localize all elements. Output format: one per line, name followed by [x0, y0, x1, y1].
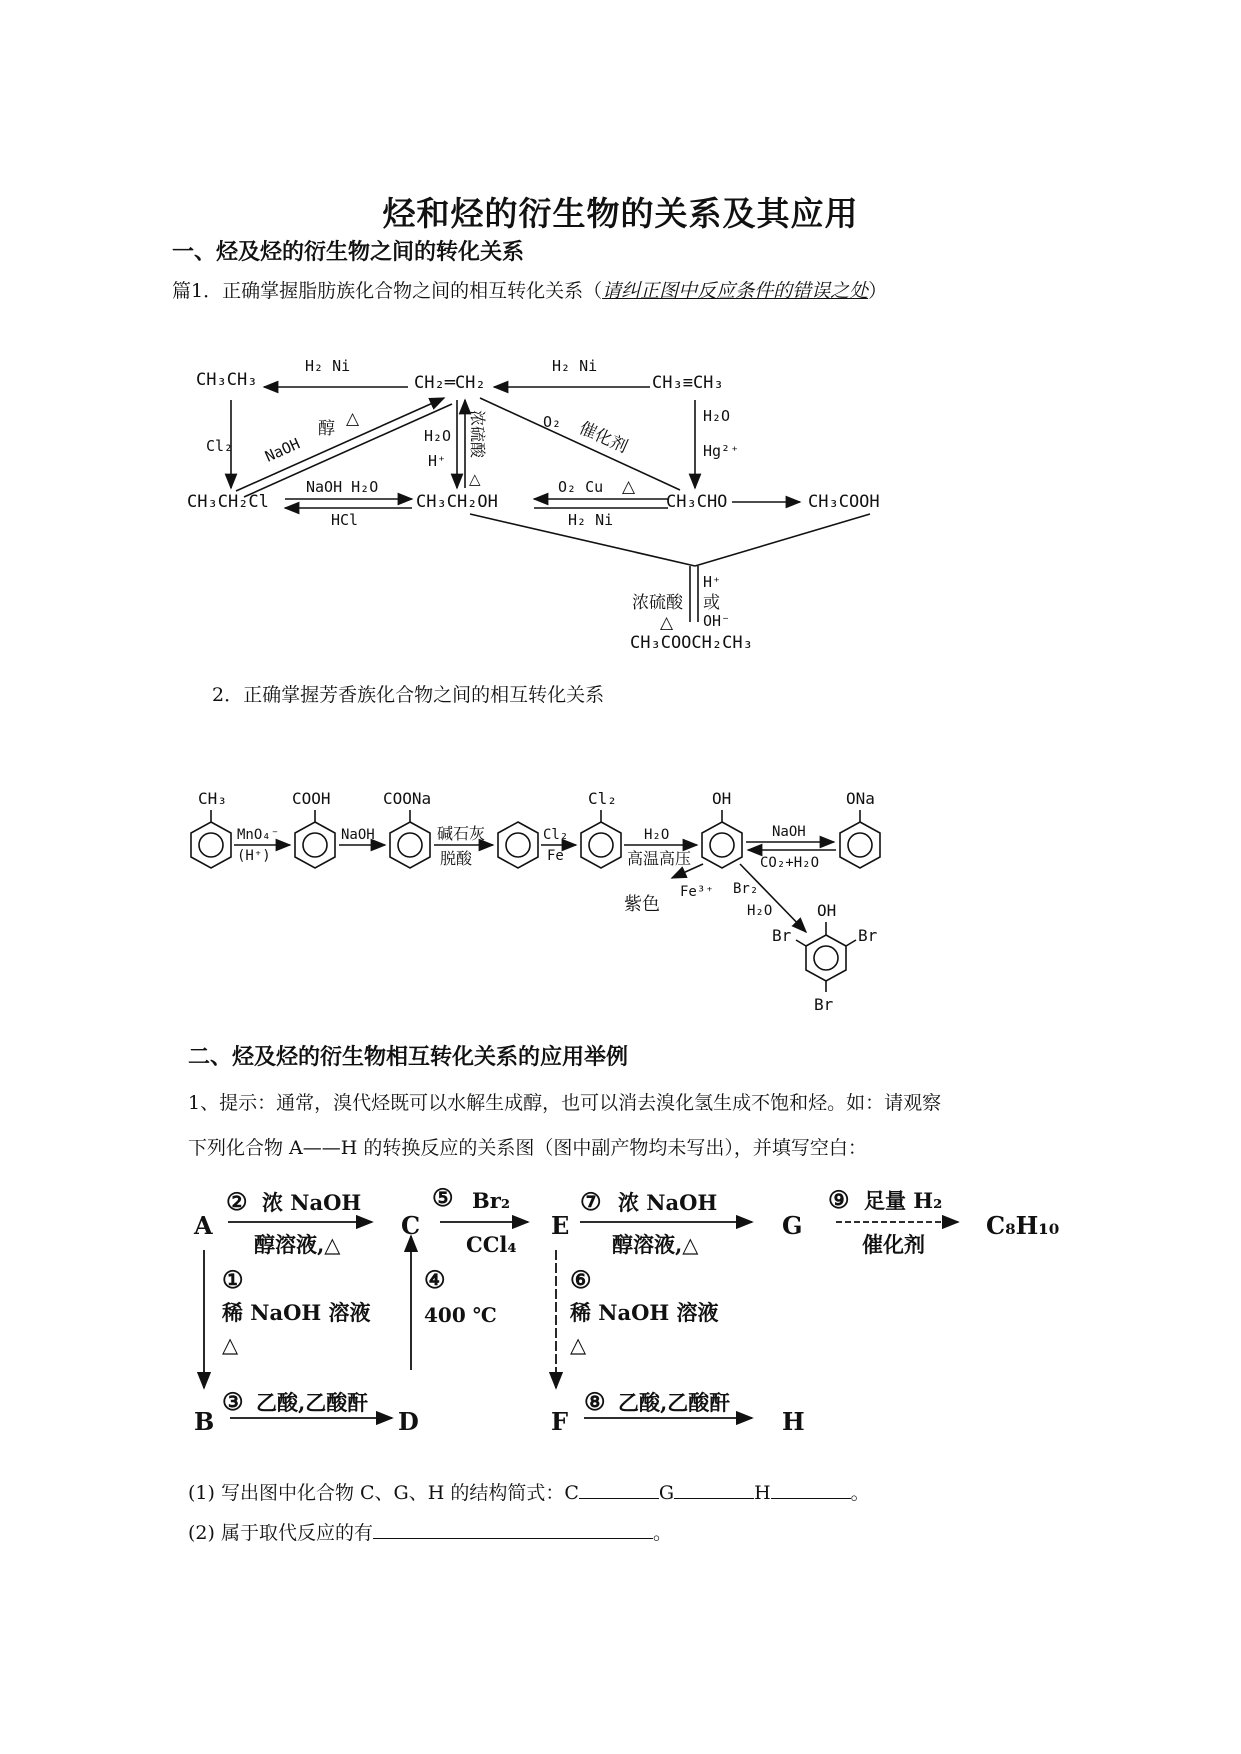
label-br-left: Br	[772, 926, 792, 945]
cond-or: 或	[703, 593, 720, 613]
cond-catalyst-2: 催化剂	[862, 1232, 925, 1257]
compound-b: B	[194, 1407, 215, 1436]
cond-delta-b: △	[570, 1332, 587, 1357]
cond-excess-h2: 足量 H₂	[864, 1188, 943, 1213]
item1-suffix: ）	[868, 280, 888, 302]
q2-end: 。	[652, 1522, 672, 1544]
label-coona: COONa	[383, 789, 432, 808]
compound-e: E	[551, 1211, 570, 1240]
q1-g-label: G	[658, 1482, 675, 1504]
compound-c: C	[401, 1211, 421, 1240]
cond-cl2: Cl₂	[543, 827, 569, 843]
step-6: ⑥	[570, 1265, 592, 1294]
cond-mno4: MnO₄⁻	[237, 827, 280, 843]
cond-alcohol: 醇	[318, 419, 335, 439]
step-9: ⑨	[828, 1185, 850, 1214]
cond-fe: Fe	[547, 848, 564, 864]
compound-f: F	[551, 1407, 569, 1436]
q1-h-label: H	[754, 1482, 771, 1504]
ring-toluene	[191, 822, 231, 868]
cond-naoh-2: NaOH	[772, 824, 806, 840]
q2-text: (2) 属于取代反应的有	[188, 1522, 373, 1544]
cond-naoh-diag: NaOH	[262, 434, 303, 466]
acetaldehyde: CH₃CHO	[666, 492, 728, 512]
cond-h2o-1: H₂O	[644, 827, 670, 843]
label-oh-2: OH	[817, 901, 837, 920]
result-purple: 紫色	[624, 894, 660, 915]
item1-note: 请纠正图中反应条件的错误之处	[602, 280, 869, 302]
ethane: CH₃CH₃	[196, 370, 258, 390]
page-title: 烃和烃的衍生物的关系及其应用	[382, 194, 859, 233]
cond-delta-4: △	[660, 613, 674, 633]
cond-dilute-naoh-1: 稀 NaOH 溶液	[222, 1300, 371, 1325]
cond-alc-sol-2: 醇溶液,△	[612, 1232, 699, 1257]
cond-o2-1: O₂	[543, 413, 562, 431]
label-cooh: COOH	[292, 789, 331, 808]
section1-item2: 2．正确掌握芳香族化合物之间的相互转化关系	[212, 684, 605, 706]
question-2	[188, 1518, 672, 1545]
section2-hint-line2: 下列化合物 A——H 的转换反应的关系图（图中副产物均未写出），并填写空白：	[188, 1137, 867, 1159]
ring-phenol	[702, 822, 742, 868]
compound-d: D	[398, 1407, 419, 1436]
cond-delta-3: △	[622, 477, 636, 497]
compound-g: G	[782, 1211, 803, 1240]
question-1	[188, 1478, 870, 1505]
cond-soda-lime: 碱石灰	[437, 824, 486, 843]
cond-acetic-2: 乙酸,乙酸酐	[618, 1390, 731, 1415]
cond-hplus-2: H⁺	[703, 573, 722, 591]
q1-end: 。	[850, 1482, 870, 1504]
cond-cl2: Cl₂	[206, 437, 234, 455]
compound-h: H	[782, 1407, 805, 1436]
cond-naoh-h2o: NaOH H₂O	[306, 478, 379, 496]
cond-high-tp: 高温高压	[627, 849, 692, 868]
aliphatic-diagram	[0, 0, 1241, 660]
label-oh: OH	[712, 789, 732, 808]
cond-br2: Br₂	[733, 881, 759, 897]
cond-h2-ni-3: H₂ Ni	[568, 511, 614, 529]
q1-c-blank[interactable]	[579, 1480, 659, 1499]
label-br-right: Br	[858, 926, 878, 945]
section1-heading: 一、烃及烃的衍生物之间的转化关系	[172, 240, 525, 265]
ring-benzene	[498, 822, 538, 868]
cond-alc-sol-1: 醇溶液,△	[254, 1232, 341, 1257]
cond-decarboxylation: 脱酸	[440, 849, 473, 868]
acetic-acid: CH₃COOH	[808, 492, 880, 512]
cond-ccl4: CCl₄	[466, 1232, 517, 1257]
section2-hint-line1: 1、提示：通常，溴代烃既可以水解生成醇，也可以消去溴化氢生成不饱和烃。如：请观察	[188, 1092, 942, 1114]
product-c8h10: C₈H₁₀	[986, 1211, 1060, 1240]
ring-sodium-phenoxide	[840, 822, 880, 868]
item1-prefix: 篇1．正确掌握脂肪族化合物之间的相互转化关系（	[172, 280, 603, 302]
cond-hplus: (H⁺)	[237, 848, 271, 864]
q1-g-blank[interactable]	[674, 1480, 754, 1499]
cond-conc-naoh-1: 浓 NaOH	[262, 1190, 362, 1215]
cond-fe3: Fe³⁺	[680, 884, 714, 900]
aromatic-diagram	[0, 760, 1241, 1020]
ring-sodium-benzoate	[390, 822, 430, 868]
ethyl-acetate: CH₃COOCH₂CH₃	[630, 633, 753, 653]
q1-c-label: C	[564, 1482, 579, 1504]
cond-hplus-1: H⁺	[428, 452, 447, 470]
cond-catalyst: 催化剂	[575, 418, 631, 458]
ethanol: CH₃CH₂OH	[416, 492, 498, 512]
ring-tribromophenol	[806, 935, 846, 981]
cond-delta-1: △	[346, 409, 360, 429]
cond-h2-ni-1: H₂ Ni	[305, 357, 351, 375]
cond-conc-naoh-2: 浓 NaOH	[618, 1190, 718, 1215]
chloroethane: CH₃CH₂Cl	[187, 492, 269, 512]
step-2: ②	[226, 1187, 248, 1216]
cond-conc-h2so4-h: 浓硫酸	[632, 593, 683, 613]
q1-text: (1) 写出图中化合物 C、G、H 的结构简式：	[188, 1482, 565, 1504]
label-ch3: CH₃	[198, 789, 227, 808]
cond-oh-minus: OH⁻	[703, 612, 731, 630]
cond-h2-ni-2: H₂ Ni	[552, 357, 598, 375]
cond-br2: Br₂	[472, 1188, 511, 1213]
cond-hg2: Hg²⁺	[703, 442, 740, 460]
q2-blank[interactable]	[373, 1520, 653, 1539]
ring-chlorobenzene	[581, 822, 621, 868]
cond-dilute-naoh-2: 稀 NaOH 溶液	[570, 1300, 719, 1325]
cond-delta-a: △	[222, 1332, 239, 1357]
label-ona: ONa	[846, 789, 875, 808]
section2-heading: 二、烃及烃的衍生物相互转化关系的应用举例	[188, 1045, 629, 1070]
step-8: ⑧	[584, 1387, 606, 1416]
step-5: ⑤	[432, 1183, 454, 1212]
q1-h-blank[interactable]	[771, 1480, 851, 1499]
cond-naoh-1: NaOH	[341, 827, 375, 843]
ring-benzoic-acid	[295, 822, 335, 868]
cond-co2-h2o: CO₂+H₂O	[760, 855, 820, 871]
cond-h2o-2: H₂O	[703, 407, 731, 425]
cond-h2o-1: H₂O	[424, 427, 452, 445]
acetylene: CH₃≡CH₃	[652, 373, 724, 393]
cond-400c: 400 ℃	[424, 1303, 497, 1327]
cond-hcl: HCl	[331, 511, 359, 529]
ethylene: CH₂═CH₂	[414, 373, 486, 393]
cond-conc-h2so4-v: 浓硫酸	[468, 410, 487, 459]
step-1: ①	[222, 1265, 244, 1294]
compound-a: A	[194, 1211, 213, 1240]
step-3: ③	[222, 1387, 244, 1416]
step-4: ④	[424, 1265, 446, 1294]
cond-delta-2: △	[469, 470, 481, 488]
cond-o2-cu: O₂ Cu	[558, 478, 604, 496]
cond-h2o-2: H₂O	[747, 903, 773, 919]
cond-acetic-1: 乙酸,乙酸酐	[256, 1390, 369, 1415]
step-7: ⑦	[580, 1187, 602, 1216]
a-to-h-scheme	[0, 1170, 1241, 1440]
label-cl2: Cl₂	[588, 789, 617, 808]
label-br-bottom: Br	[814, 995, 834, 1014]
